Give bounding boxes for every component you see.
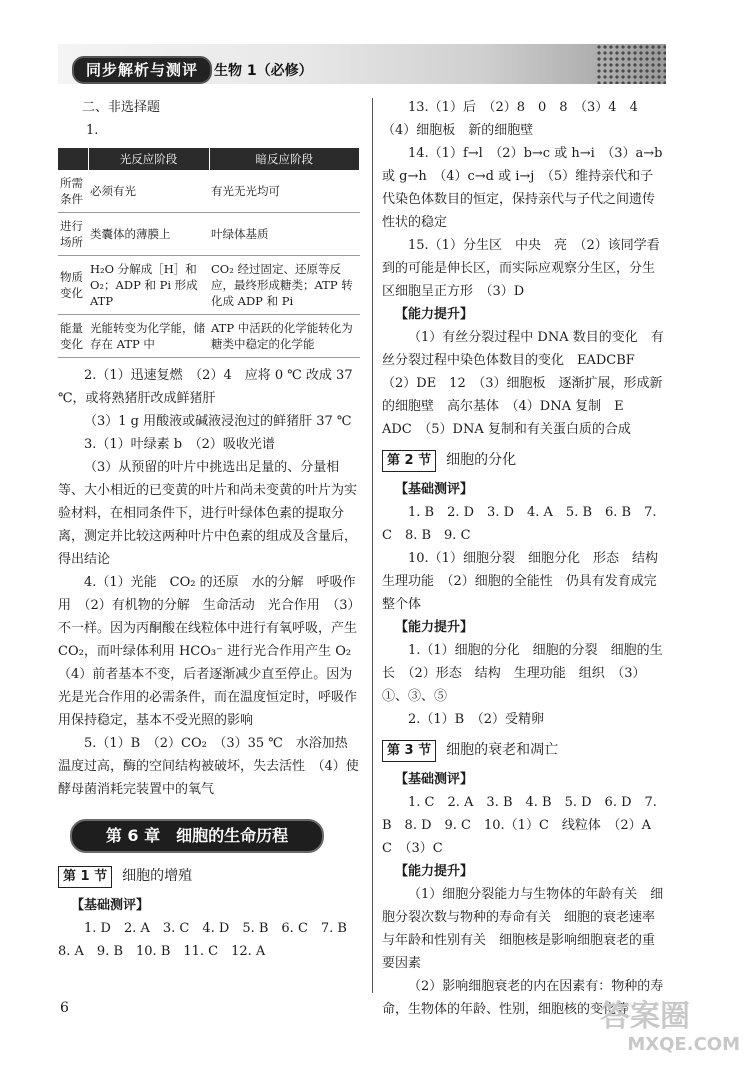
column-divider [372,98,373,993]
answer-paragraph: 14.（1）f→l （2）b→c 或 h→i （3）a→b 或 g→h （4）c→d 或 i→j （5）维持亲代和子代染色体数目的恒定，保持亲代与子代之间遗传性状的稳定 [382,146,663,230]
answer-paragraph: （1）细胞分裂能力与生物体的年龄有关 细胞分裂次数与物种的寿命有关 细胞的衰老速率与年龄和性别有关 细胞核是影响细胞衰老的重要因素 [382,887,664,971]
page-number: 6 [60,1000,69,1016]
answer-paragraph: （3）1 g 用酸液或碱液浸泡过的鲜猪肝 37 ℃ [84,414,352,429]
section-number-box: 第 2 节 [382,450,436,472]
basic-test-label: 【基础测评】 [71,898,150,913]
section-title: 细胞的分化 [446,452,517,468]
answer-paragraph: 15.（1）分生区 中央 亮 （2）该同学看到的可能是伸长区，而实际应观察分生区，分生区细胞呈正方形 （3）D [382,238,660,299]
basic-test-label: 【基础测评】 [395,482,474,497]
dark-cell: 叶绿体基质 [209,213,360,256]
section-title: 细胞的衰老和凋亡 [446,742,559,758]
table-row [58,170,360,213]
section-header [58,865,360,888]
table-header-dark: 暗反应阶段 [209,148,360,170]
watermark-text: 答案圈 [600,999,690,1034]
watermark-logo [600,1000,740,1060]
right-column [382,96,671,1021]
light-cell: 必须有光 [88,170,209,213]
answer-paragraph: （3）从预留的叶片中挑选出足量的、分量相等、大小相近的已变黄的叶片和尚未变黄的叶片为实验材料，在相同条件下，进行叶绿体色素的提取分离，测定并比较这两种叶片中色素的组成及含量后，得出结论 [58,460,358,567]
row-heading: 进行场所 [58,213,88,256]
section-header [382,449,666,472]
answer-paragraph: 1.（1）细胞的分化 细胞的分裂 细胞的生长 （2）形态 结构 生理功能 组织 （3）①、③、⑤ [382,643,663,704]
answer-paragraph: 10.（1）细胞分裂 细胞分化 形态 结构 生理功能 （2）细胞的全能性 仍具有发育成完整个体 [382,551,671,612]
ability-label: 【能力提升】 [395,620,474,635]
table-row [58,213,360,256]
dark-cell: 有光无光均可 [209,170,360,213]
answer-paragraph: 13.（1）后 （2）8 0 8 （3）4 4 （4）细胞板 新的细胞壁 [382,100,651,138]
row-heading: 所需条件 [58,170,88,213]
table-row [58,256,360,315]
answer-paragraph: 2.（1）B （2）受精卵 [408,712,544,727]
section-number-box: 第 1 节 [58,866,112,888]
photosynthesis-table [58,148,360,358]
table-row [58,315,360,358]
watermark-url: MXQE.COM [627,1034,740,1055]
chapter-banner: 第 6 章 细胞的生命历程 [70,819,324,853]
table-header-light: 光反应阶段 [88,148,209,170]
answer-key: 1. D 2. A 3. C 4. D 5. B 6. C 7. B 8. A 9. B 10. B 11. C 12. A [58,921,360,959]
dark-cell: ATP 中活跃的化学能转化为糖类中稳定的化学能 [209,315,360,358]
section-header [382,739,666,762]
dark-cell: CO₂ 经过固定、还原等反应，最终形成糖类；ATP 转化成 ADP 和 Pi [209,256,360,315]
series-logo: 同步解析与测评 [72,56,212,84]
light-cell: 光能转变为化学能，储存在 ATP 中 [88,315,209,358]
left-column [58,96,365,963]
table-header-blank [58,148,88,170]
light-cell: H₂O 分解成［H］和 O₂；ADP 和 Pi 形成 ATP [88,256,209,315]
section-number-box: 第 3 节 [382,740,436,762]
answer-paragraph: （2）影响细胞衰老的内在因素有：物种的寿命，生物体的年龄、性别，细胞核的变化等 [382,979,664,1017]
section-title: 细胞的增殖 [122,868,193,884]
basic-test-label: 【基础测评】 [395,772,474,787]
section-heading: 二、非选择题 [82,100,161,115]
answer-paragraph: 2.（1）迅速复燃 （2）4 应将 0 ℃ 改成 37 ℃，或将熟猪肝改成鲜猪肝 [58,368,353,406]
ability-label: 【能力提升】 [395,864,474,879]
row-heading: 物质变化 [58,256,88,315]
answer-key: 1. B 2. D 3. D 4. A 5. B 6. B 7. C 8. B 9. C [382,505,657,543]
book-subtitle: 生物 1（必修） [214,63,313,79]
row-heading: 能量变化 [58,315,88,358]
question-number: 1. [86,123,99,138]
answer-paragraph: （1）有丝分裂过程中 DNA 数目的变化 有丝分裂过程中染色体数目的变化 EADCBF （2）DE 12 （3）细胞板 逐渐扩展，形成新的细胞壁 高尔基体 （4）DNA 复制 E ADC （5）DNA 复制和有关蛋白质的合成 [382,330,664,437]
answer-paragraph: 3.（1）叶绿素 b （2）吸收光谱 [84,437,275,452]
ability-label: 【能力提升】 [395,307,474,322]
answer-paragraph: 4.（1）光能 CO₂ 的还原 水的分解 呼吸作用 （2）有机物的分解 生命活动 光合作用 （3）不一样。因为丙酮酸在线粒体中进行有氧呼吸，产生 CO₂，而叶绿体利用 HCO₃⁻ 进行光合作用产生 O₂ （4）前者基本不变，后者逐渐减少直至停止。因为光是光合作用的必需条件，而在温度恒定时，呼吸作用保持稳定，基本不受光照的影响 [58,575,365,728]
answer-paragraph: 5.（1）B （2）CO₂ （3）35 ℃ 水浴加热 温度过高，酶的空间结构被破坏，失去活性 （4）使酵母菌消耗完装置中的氧气 [58,736,361,797]
header-dot-pattern [596,44,666,84]
light-cell: 类囊体的薄膜上 [88,213,209,256]
answer-key: 1. C 2. A 3. B 4. B 5. D 6. D 7. B 8. D 9. C 10.（1）C 线粒体 （2）A C （3）C [382,795,665,856]
